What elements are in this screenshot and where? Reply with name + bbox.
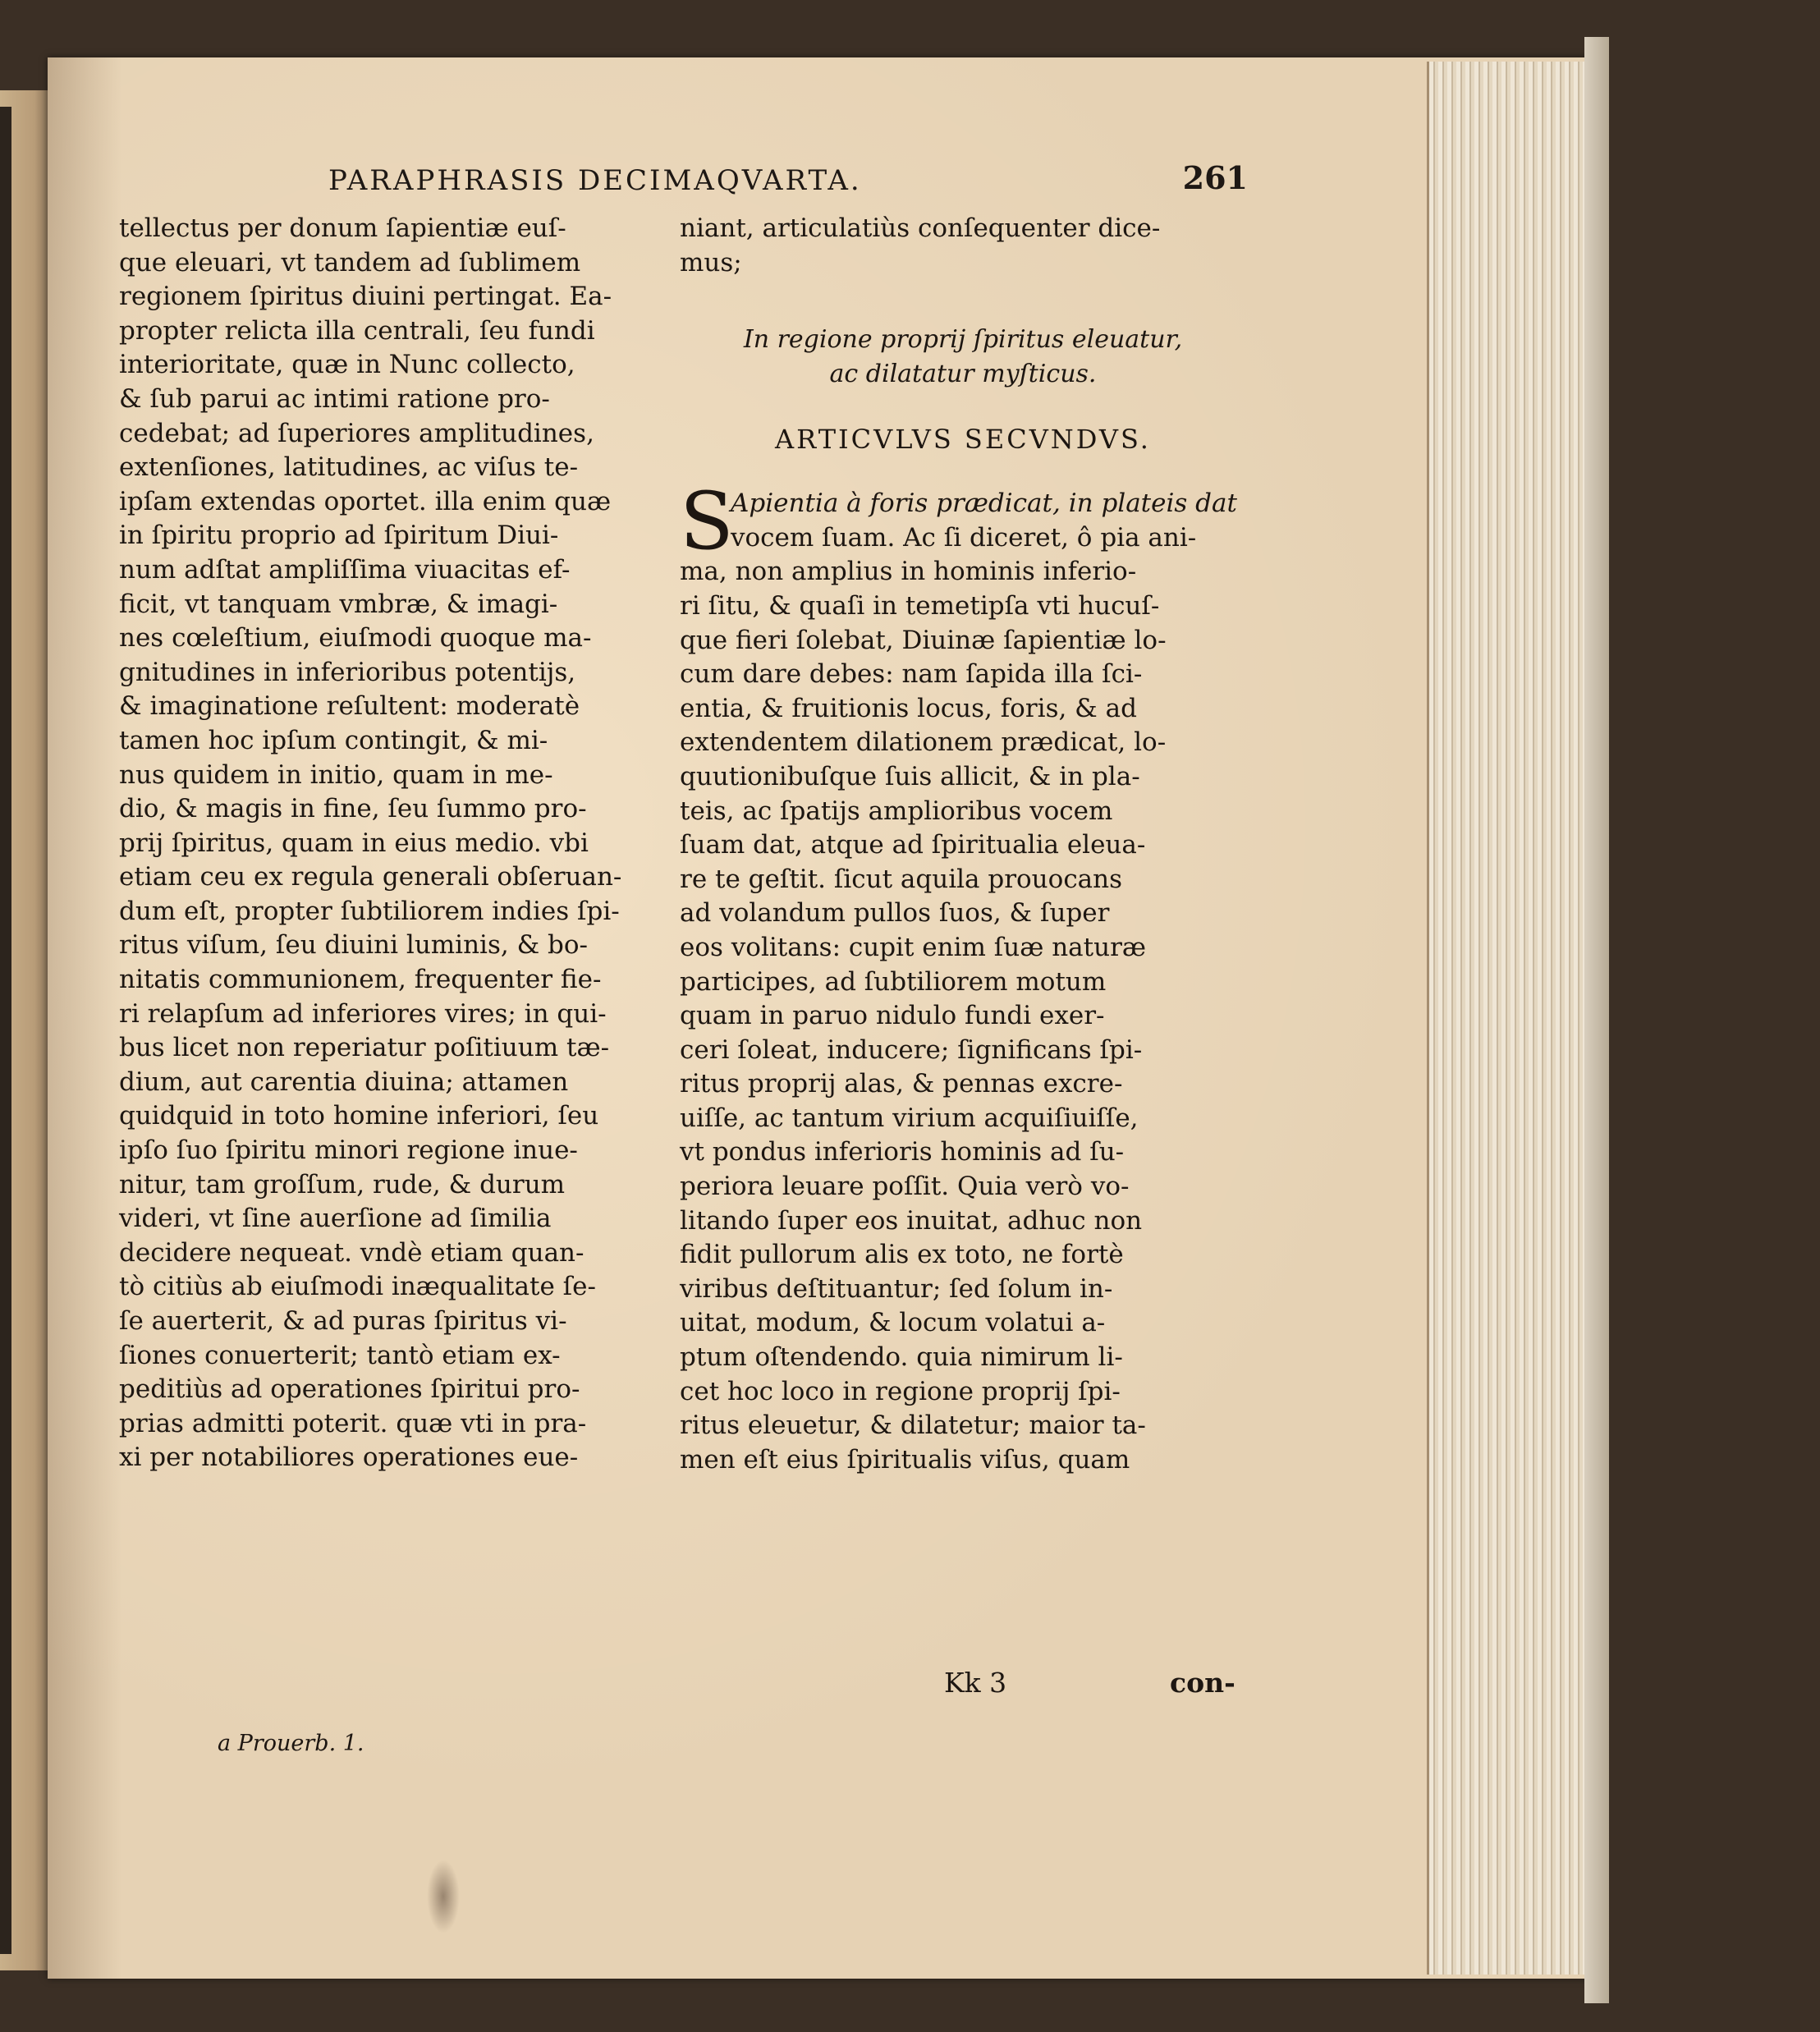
text-line: niant, articulatiùs conſequenter dice- xyxy=(680,213,1161,243)
text-line: vt pondus inferioris hominis ad ſu- xyxy=(680,1137,1125,1167)
text-line: viribus deſtituantur; ſed ſolum in- xyxy=(680,1273,1113,1304)
text-line: ritus viſum, ſeu diuini luminis, & bo- xyxy=(119,930,589,961)
text-line: peditiùs ad operationes ſpiritui pro- xyxy=(119,1374,580,1405)
text-line: ſe auerterit, & ad puras ſpiritus vi- xyxy=(119,1306,567,1336)
text-line: re te geſtit. ſicut aquila prouocans xyxy=(680,864,1123,894)
text-line: men eſt eius ſpiritualis viſus, quam xyxy=(680,1444,1130,1475)
text-line: tamen hoc ipſum contingit, & mi- xyxy=(119,725,548,755)
signature-mark: Kk 3 xyxy=(944,1667,1007,1699)
text-line: uitat, modum, & locum volatui a- xyxy=(680,1308,1106,1338)
paper-stain xyxy=(427,1860,460,1933)
text-line: mus; xyxy=(680,247,742,278)
text-line: cum dare debes: nam ſapida illa ſci- xyxy=(680,659,1143,690)
left-text-column xyxy=(119,212,669,1475)
binding-shadow xyxy=(0,107,11,1954)
page-number: 261 xyxy=(1182,159,1248,196)
text-line: dium, aut carentia diuina; attamen xyxy=(119,1066,569,1097)
text-line: dio, & magis in fine, ſeu ſummo pro- xyxy=(119,794,587,824)
text-line: periora leuare poſſit. Quia verò vo- xyxy=(680,1172,1130,1202)
section-subheading-line-2: ac dilatatur myſticus. xyxy=(829,360,1097,389)
section-subheading-line-1: In regione proprij ſpiritus eleuatur, xyxy=(743,325,1183,355)
text-line: cedebat; ad ſuperiores amplitudines, xyxy=(119,418,594,448)
text-line: tellectus per donum ſapientiæ euſ- xyxy=(119,213,566,243)
text-line: ſiones conuerterit; tantò etiam ex- xyxy=(119,1340,561,1370)
text-line: cet hoc loco in regione proprij ſpi- xyxy=(680,1376,1121,1406)
text-line: ptum oſtendendo. quia nimirum li- xyxy=(680,1342,1123,1373)
text-line: videri, vt ſine auerſione ad ſimilia xyxy=(119,1204,552,1234)
text-line: bus licet non reperiatur poſitiuum tæ- xyxy=(119,1033,610,1063)
text-line: extenſiones, latitudines, ac viſus te- xyxy=(119,452,579,483)
text-line: entia, & fruitionis locus, foris, & ad xyxy=(680,693,1137,723)
text-line: dum eſt, propter ſubtiliorem indies ſpi- xyxy=(119,896,620,926)
text-line: ſuam dat, atque ad ſpiritualia eleua- xyxy=(680,830,1146,860)
text-line: nus quidem in initio, quam in me- xyxy=(119,759,553,790)
page-block-edges xyxy=(1427,62,1593,1975)
text-line: participes, ad ſubtiliorem motum xyxy=(680,966,1107,997)
text-line: ipſam extendas oportet. illa enim quæ xyxy=(119,486,612,516)
text-line: ri relapſum ad inferiores vires; in qui- xyxy=(119,998,607,1029)
text-line: ma, non amplius in hominis inferio- xyxy=(680,557,1137,587)
text-line: Apientia à foris prædicat, in plateis dat xyxy=(731,489,1237,519)
text-line: eos volitans: cupit enim ſuæ naturæ xyxy=(680,932,1147,962)
page-header xyxy=(328,159,1248,213)
footnote: a Prouerb. 1. xyxy=(218,1731,364,1756)
book-cover-edge xyxy=(1584,37,1609,2003)
text-line: quidquid in toto homine inferiori, ſeu xyxy=(119,1101,599,1131)
text-line: ceri ſoleat, inducere; ſignificans ſpi- xyxy=(680,1034,1143,1065)
text-line: & ſub parui ac intimi ratione pro- xyxy=(119,383,550,414)
text-line: & imaginatione reſultent: moderatè xyxy=(119,691,580,722)
text-line: gnitudines in inferioribus potentijs, xyxy=(119,657,576,687)
text-line: que fieri ſolebat, Diuinæ ſapientiæ lo- xyxy=(680,625,1167,655)
text-line: in ſpiritu proprio ad ſpiritum Diui- xyxy=(119,521,559,551)
article-heading: ARTICVLVS SECVNDVS. xyxy=(775,424,1151,456)
text-line: extendentem dilationem prædicat, lo- xyxy=(680,727,1167,758)
text-line: ficit, vt tanquam vmbræ, & imagi- xyxy=(119,589,558,619)
text-line: que eleuari, vt tandem ad ſublimem xyxy=(119,247,581,278)
text-line: xi per notabiliores operationes eue- xyxy=(119,1443,579,1473)
text-line: etiam ceu ex regula generali obſeruan- xyxy=(119,862,622,892)
running-title: PARAPHRASIS DECIMAQVARTA. xyxy=(328,164,862,197)
text-line: regionem ſpiritus diuini pertingat. Ea- xyxy=(119,282,612,312)
text-line: uiſſe, ac tantum virium acquiſiuiſſe, xyxy=(680,1103,1139,1133)
text-line: nes cœleſtium, eiuſmodi quoque ma- xyxy=(119,623,592,654)
text-line: propter relicta illa centrali, ſeu fundi xyxy=(119,315,595,346)
text-line: interioritate, quæ in Nunc collecto, xyxy=(119,350,575,380)
text-line: ritus proprij alas, & pennas excre- xyxy=(680,1069,1123,1099)
spacer xyxy=(680,280,1246,323)
text-line: vocem ſuam. Ac ſi diceret, ô pia ani- xyxy=(731,522,1197,553)
text-line: decidere nequeat. vndè etiam quan- xyxy=(119,1237,585,1268)
text-line: quutionibuſque ſuis allicit, & in pla- xyxy=(680,761,1140,791)
text-line: nitatis communionem, frequenter fie- xyxy=(119,965,602,995)
text-line: ri ſitu, & quaſi in temetipſa vti hucuſ- xyxy=(680,590,1160,621)
first-paragraph xyxy=(680,475,1246,568)
text-line: ad volandum pullos ſuos, & ſuper xyxy=(680,898,1110,929)
text-line: ritus eleuetur, & dilatetur; maior ta- xyxy=(680,1410,1146,1441)
text-line: litando ſuper eos inuitat, adhuc non xyxy=(680,1205,1143,1236)
drop-cap: S xyxy=(680,475,734,568)
text-line: num adſtat ampliſſima viuacitas ef- xyxy=(119,554,571,585)
text-line: quam in paruo nidulo fundi exer- xyxy=(680,1001,1105,1031)
right-text-column xyxy=(680,212,1246,1477)
text-line: prias admitti poterit. quæ vti in pra- xyxy=(119,1408,587,1438)
text-line: tò citiùs ab eiuſmodi inæqualitate ſe- xyxy=(119,1272,596,1302)
text-line: ipſo ſuo ſpiritu minori regione inue- xyxy=(119,1135,578,1166)
text-line: prij ſpiritus, quam in eius medio. vbi xyxy=(119,828,589,858)
text-line: teis, ac ſpatijs amplioribus vocem xyxy=(680,796,1113,826)
text-line: nitur, tam groſſum, rude, & durum xyxy=(119,1169,566,1199)
text-line: fidit pullorum alis ex toto, ne fortè xyxy=(680,1240,1124,1270)
catchword: con- xyxy=(1170,1667,1235,1699)
